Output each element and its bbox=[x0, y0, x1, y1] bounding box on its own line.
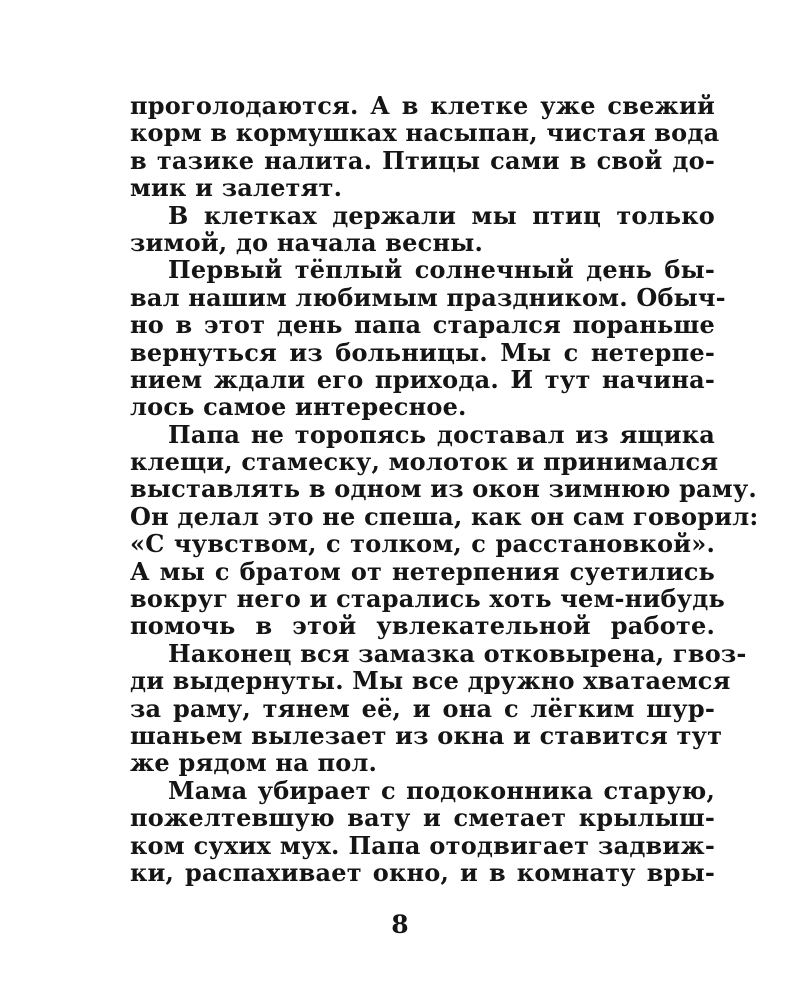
text-line: В клетках держали мы птиц только bbox=[168, 200, 715, 230]
text-line: А мы с братом от нетерпения суетились bbox=[130, 556, 715, 586]
text-line: в тазике налита. Птицы сами в свой до- bbox=[130, 145, 715, 175]
text-line: пожелтевшую вату и сметает крылыш- bbox=[130, 803, 715, 833]
text-line: зимой, до начала весны. bbox=[130, 227, 484, 257]
text-line: Наконец вся замазка отковырена, гвоз- bbox=[168, 638, 747, 668]
text-line: вернуться из больницы. Мы с нетерпе- bbox=[130, 337, 715, 367]
text-line: шаньем вылезает из окна и ставится тут bbox=[130, 720, 723, 750]
text-line: клещи, стамеску, молоток и принимался bbox=[130, 447, 719, 477]
text-line: проголодаются. А в клетке уже свежий bbox=[130, 91, 715, 120]
text-line: лось самое интересное. bbox=[130, 392, 467, 422]
body-text bbox=[130, 91, 759, 887]
text-line: ди выдернуты. Мы все дружно хватаемся bbox=[130, 666, 731, 696]
text-line: ком сухих мух. Папа отодвигает задвиж- bbox=[130, 830, 715, 860]
text-line: но в этот день папа старался пораньше bbox=[130, 310, 715, 340]
text-line: Первый тёплый солнечный день бы- bbox=[168, 255, 715, 285]
text-line: корм в кормушках насыпан, чистая вода bbox=[130, 118, 720, 148]
text-line: «С чувством, с толком, с расстановкой». bbox=[130, 529, 715, 559]
text-line: вал нашим любимым праздником. Обыч- bbox=[130, 282, 726, 312]
text-line: же рядом на пол. bbox=[130, 748, 378, 778]
text-line: Папа не торопясь доставал из ящика bbox=[168, 419, 715, 449]
text-line: выставлять в одном из окон зимнюю раму. bbox=[130, 474, 757, 504]
text-line: вокруг него и старались хоть чем-нибудь bbox=[130, 584, 725, 614]
page-number: 8 bbox=[391, 910, 409, 939]
text-line: ки, распахивает окно, и в комнату вры- bbox=[130, 857, 715, 887]
text-line: Мама убирает с подоконника старую, bbox=[168, 775, 715, 805]
text-line: мик и залетят. bbox=[130, 173, 343, 203]
text-line: помочь в этой увлекательной работе. bbox=[130, 611, 715, 641]
text-line: за раму, тянем её, и она с лёгким шур- bbox=[130, 693, 715, 723]
text-line: нием ждали его прихода. И тут начина- bbox=[130, 364, 715, 394]
text-line: Он делал это не спеша, как он сам говорил: bbox=[130, 501, 759, 531]
